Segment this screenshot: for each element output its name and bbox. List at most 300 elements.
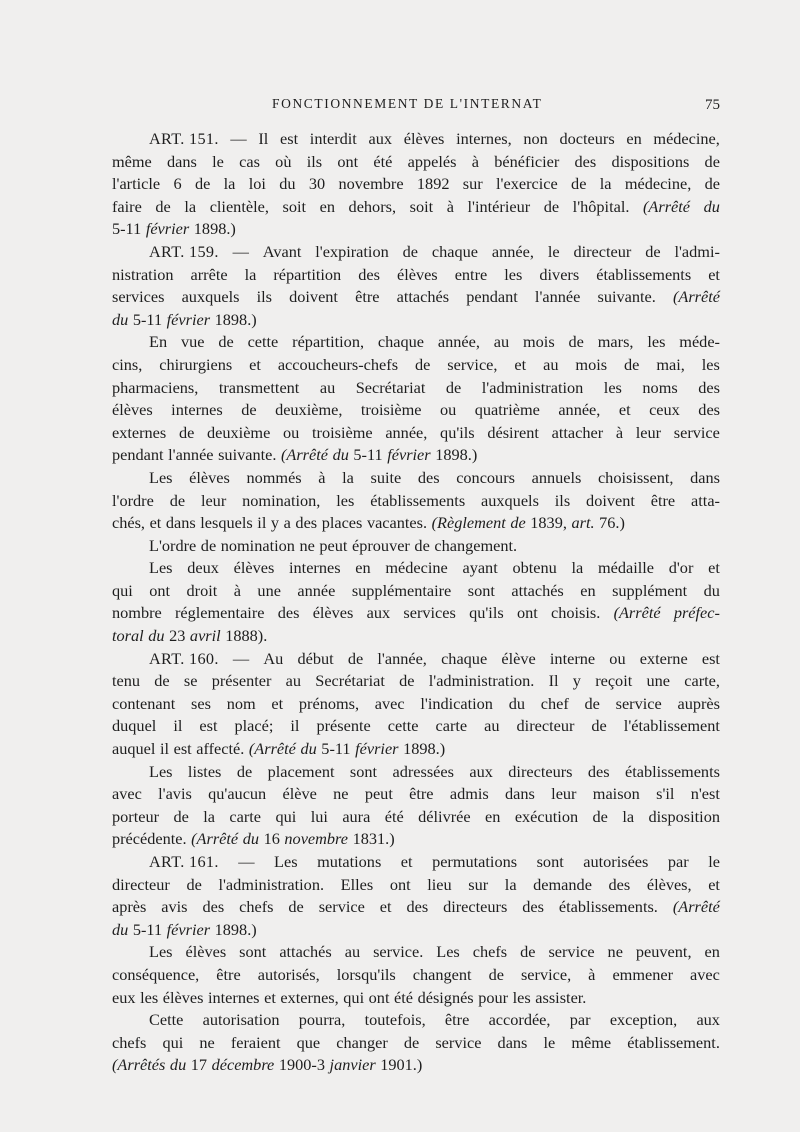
word: du <box>112 919 129 939</box>
word: de <box>624 354 640 374</box>
text-line <box>112 987 720 1010</box>
text-line <box>112 331 720 354</box>
word: attacher <box>551 422 604 442</box>
word: placé; <box>234 716 274 736</box>
word: externe <box>639 648 688 668</box>
word: leur <box>200 490 227 510</box>
word: par <box>667 852 689 871</box>
word: annuels <box>531 467 582 487</box>
word: à <box>446 196 454 216</box>
page-header <box>112 96 720 118</box>
word: ou <box>439 400 457 420</box>
word: 23 <box>169 626 186 646</box>
word: pharmaciens, <box>112 377 199 397</box>
word: ont <box>337 151 359 171</box>
word: ont <box>149 580 171 600</box>
word: sur <box>462 174 483 194</box>
word: attachés <box>511 580 564 600</box>
word: pour <box>478 987 509 1007</box>
word: est <box>280 129 299 148</box>
text-line <box>112 557 720 580</box>
word: la <box>571 558 584 578</box>
word: ou <box>609 648 626 668</box>
word: les <box>647 332 666 352</box>
word: au <box>319 377 336 397</box>
word: (Arrêté <box>248 739 296 759</box>
word: ils <box>554 490 571 510</box>
text-line <box>112 444 720 467</box>
word: au <box>543 354 559 374</box>
word: janvier <box>329 1055 376 1075</box>
word: service <box>318 897 365 917</box>
word: doivent <box>586 490 635 510</box>
text-line <box>112 399 720 422</box>
word: lui <box>310 806 328 826</box>
word: les <box>140 987 159 1007</box>
word: élèves <box>185 942 227 962</box>
word: admis <box>449 784 489 804</box>
word: mois <box>575 354 608 374</box>
word: en <box>704 942 720 962</box>
word: novembre <box>338 174 404 194</box>
word: mai, <box>656 354 685 374</box>
word: méde- <box>679 332 720 352</box>
word: cette <box>247 332 279 352</box>
word: les <box>336 490 355 510</box>
word: de <box>403 1032 420 1052</box>
word: avec <box>112 784 142 804</box>
word: avril <box>189 626 221 646</box>
word: exécution <box>514 806 579 826</box>
word: les <box>512 987 531 1007</box>
word: transmettent <box>218 377 300 397</box>
word: changent <box>412 964 472 984</box>
word: aux <box>696 1010 720 1030</box>
word: que <box>296 1032 321 1052</box>
word: dans <box>505 784 535 804</box>
word: (Arrêté <box>280 445 328 465</box>
word: attachés <box>396 287 450 307</box>
article-label: ART. 159. <box>149 241 219 261</box>
word: 5-11 <box>321 739 351 759</box>
word: soit <box>282 196 307 216</box>
word: année <box>297 580 336 600</box>
word: internes, <box>456 129 512 148</box>
word: nombre <box>112 603 162 623</box>
word: 1898.) <box>214 309 257 329</box>
word: sont <box>467 580 495 600</box>
word: à <box>615 422 624 442</box>
word: disposition <box>648 806 720 826</box>
word: être <box>650 490 676 510</box>
word: — <box>232 648 250 668</box>
word: année, <box>385 422 428 442</box>
word: pendant <box>466 287 518 307</box>
word: clientèle, <box>209 196 269 216</box>
text-line <box>112 806 720 829</box>
word: — <box>230 129 247 148</box>
word: 1898.) <box>214 919 257 939</box>
word: toral <box>112 626 144 646</box>
word: l'année <box>534 287 581 307</box>
word: 17 <box>190 1055 208 1075</box>
word: directeurs <box>508 761 573 781</box>
word: nom <box>226 693 256 713</box>
word: autorisés, <box>257 964 320 984</box>
word: désignés <box>417 987 474 1007</box>
word: carte, <box>684 671 720 691</box>
word: être <box>409 784 434 804</box>
word: de <box>169 490 186 510</box>
text-line <box>112 919 720 942</box>
word: médecine <box>385 558 448 578</box>
word: ne <box>333 784 349 804</box>
word: élève <box>282 784 317 804</box>
word: Les <box>149 467 173 487</box>
word: 1901.) <box>380 1055 423 1075</box>
word: de <box>488 964 504 984</box>
word: de <box>520 942 536 962</box>
word: 5-11 <box>112 219 142 239</box>
word: sont <box>349 761 378 781</box>
word: externes <box>112 422 167 442</box>
word: établissements. <box>558 897 658 917</box>
word: service <box>673 422 720 442</box>
word: médaille <box>597 558 655 578</box>
word: des <box>587 761 610 781</box>
word: des <box>522 897 544 917</box>
word: de <box>645 241 661 261</box>
word: lorsqu'ils <box>336 964 396 984</box>
word: atta- <box>691 490 720 510</box>
word: art. <box>571 513 595 533</box>
word: loi <box>248 174 266 194</box>
word: même <box>571 1032 612 1052</box>
word: du <box>332 445 349 465</box>
word: des <box>358 264 380 284</box>
running-title: FONCTIONNEMENT DE L'INTERNAT <box>272 96 543 111</box>
word: ont <box>389 874 411 894</box>
word: troisième <box>360 400 422 420</box>
word: est <box>701 648 720 668</box>
word: non <box>523 129 548 148</box>
word: (Arrêtés <box>112 1055 166 1075</box>
word: (Arrêté <box>191 829 239 849</box>
word: du <box>508 693 525 713</box>
word: qu'aucun <box>208 784 267 804</box>
word: adressées <box>392 761 454 781</box>
word: noms <box>642 377 678 397</box>
word: 1888). <box>225 626 268 646</box>
word: les <box>701 354 720 374</box>
word: répartition <box>273 264 342 284</box>
word: de <box>218 332 234 352</box>
word: chirurgiens <box>159 354 233 374</box>
word: est <box>199 716 218 736</box>
word: de <box>592 806 608 826</box>
word: service, <box>447 354 498 374</box>
word: de <box>173 806 189 826</box>
word: de <box>402 241 418 261</box>
word: et <box>708 264 720 284</box>
word: accordée, <box>488 1010 551 1030</box>
word: et <box>708 558 720 578</box>
word: l'administration <box>481 377 584 397</box>
text-line <box>112 670 720 693</box>
word: au <box>285 671 302 691</box>
word: 1898.) <box>435 445 478 465</box>
word: l'administration. <box>218 874 325 894</box>
word: le <box>547 241 560 261</box>
word: demande <box>533 874 592 894</box>
word: élèves <box>312 603 354 623</box>
word: l'exercice <box>496 174 558 194</box>
word: des <box>574 151 597 171</box>
word: l'ordre <box>112 490 154 510</box>
word: pourra, <box>298 1010 346 1030</box>
word: En <box>149 332 168 352</box>
word: suivante. <box>597 287 656 307</box>
word: exception, <box>609 1010 678 1030</box>
word: l'administration. <box>428 671 535 691</box>
word: de <box>414 535 430 555</box>
word: de <box>568 332 584 352</box>
word: avis <box>161 897 188 917</box>
word: avec <box>690 964 720 984</box>
word: toutefois, <box>364 1010 426 1030</box>
word: services <box>112 287 165 307</box>
word: délivrée <box>418 806 471 826</box>
word: la <box>599 174 612 194</box>
word: qui <box>112 580 133 600</box>
word: internes <box>171 400 223 420</box>
word: auprès <box>677 693 720 713</box>
word: février <box>145 219 190 239</box>
word: contenant <box>112 693 176 713</box>
text-line <box>112 173 720 196</box>
word: le <box>543 1032 556 1052</box>
word: du <box>242 829 259 849</box>
word: peut <box>319 535 348 555</box>
word: de <box>399 671 415 691</box>
word: supplément <box>612 580 688 600</box>
word: des <box>406 897 429 917</box>
word: février <box>387 445 431 465</box>
word: Cette <box>149 1010 184 1030</box>
word: y <box>270 513 280 533</box>
word: service, <box>520 964 572 984</box>
word: du <box>169 1055 187 1075</box>
word: accoucheurs-chefs <box>277 354 399 374</box>
word: a <box>283 513 291 533</box>
word: et <box>400 852 413 871</box>
word: en <box>355 558 371 578</box>
word: nomination, <box>242 490 321 510</box>
word: 1892 <box>416 174 450 194</box>
word: qu'ils <box>469 603 504 623</box>
word: dans <box>497 1032 528 1052</box>
word: nommés <box>246 467 302 487</box>
word: deuxième, <box>275 400 343 420</box>
word: au <box>484 716 500 736</box>
word: de <box>236 761 253 781</box>
word: ils <box>306 151 323 171</box>
word: présente <box>316 716 371 736</box>
word: dispositions <box>611 151 690 171</box>
word: chaque <box>431 241 478 261</box>
word: dehors, <box>348 196 397 216</box>
word: chefs <box>472 942 508 962</box>
word: en <box>626 129 642 148</box>
word: ou <box>283 422 300 442</box>
word: du <box>148 626 165 646</box>
word: appelés <box>407 151 457 171</box>
word: élèves, <box>646 874 692 894</box>
word: du <box>112 309 129 329</box>
word: porteur <box>112 806 160 826</box>
word: la <box>223 174 236 194</box>
word: des <box>295 513 318 533</box>
word: des <box>698 377 720 397</box>
word: sur <box>468 874 489 894</box>
text-line <box>112 241 720 264</box>
text-line <box>112 964 720 987</box>
word: été <box>394 987 414 1007</box>
text-line <box>112 580 720 603</box>
word: directeur <box>573 241 632 261</box>
word: ne <box>299 535 315 555</box>
word: (Arrêté <box>672 897 720 917</box>
word: 76.) <box>599 513 625 533</box>
word: établissements <box>596 264 692 284</box>
word: qui <box>162 1032 184 1052</box>
text-line <box>112 490 720 513</box>
word: internes <box>207 987 260 1007</box>
word: médecine, <box>653 129 720 148</box>
word: service <box>548 942 595 962</box>
word: la <box>184 196 197 216</box>
word: se <box>183 671 198 691</box>
word: du <box>300 739 317 759</box>
word: de <box>571 174 587 194</box>
text-line <box>112 602 720 625</box>
word: la <box>504 874 517 894</box>
word: bénéficier <box>494 151 560 171</box>
word: Avant <box>262 241 302 261</box>
word: suite <box>370 467 402 487</box>
word: dans <box>165 513 196 533</box>
word: choisissent, <box>597 467 674 487</box>
word: ayant <box>462 558 498 578</box>
text-line <box>112 693 720 716</box>
word: auquel <box>112 739 156 759</box>
word: auxquels <box>181 287 240 307</box>
word: il <box>257 513 267 533</box>
word: 16 <box>263 829 280 849</box>
text-line <box>112 377 720 400</box>
word: qui <box>275 806 297 826</box>
word: qui <box>343 987 365 1007</box>
word: mars, <box>597 332 634 352</box>
page-number: 75 <box>705 97 720 113</box>
text-line <box>112 648 720 671</box>
word: de <box>591 716 607 736</box>
word: l'indication <box>420 693 493 713</box>
word: de <box>155 196 171 216</box>
word: peut <box>364 784 393 804</box>
word: placement <box>267 761 335 781</box>
word: prénoms, <box>298 693 360 713</box>
word: de <box>194 174 211 194</box>
word: deuxième <box>207 422 271 442</box>
word: 1898.) <box>403 739 446 759</box>
word: par <box>569 1010 591 1030</box>
word: préfec- <box>673 603 720 623</box>
word: avec <box>374 693 405 713</box>
text-line <box>112 286 720 309</box>
word: Les <box>149 942 173 962</box>
word: nistration <box>112 264 174 284</box>
word: être <box>216 964 241 984</box>
word: au <box>493 332 510 352</box>
word: arrête <box>190 264 228 284</box>
word: l'expiration <box>315 241 389 261</box>
word: du <box>279 174 296 194</box>
word: de <box>186 874 202 894</box>
word: il <box>159 739 170 759</box>
word: la <box>342 467 354 487</box>
word: chaque <box>377 332 425 352</box>
word: du <box>703 580 720 600</box>
word: sont <box>536 852 564 871</box>
word: de <box>543 196 560 216</box>
word: Elles <box>340 874 374 894</box>
word: ont <box>516 603 538 623</box>
word: après <box>112 897 147 917</box>
word: autorisation <box>202 1010 280 1030</box>
word: eux <box>112 987 136 1007</box>
word: service <box>615 693 662 713</box>
word: en <box>580 580 596 600</box>
text-line <box>112 896 720 919</box>
word: permutations <box>432 852 518 871</box>
word: (Règlement <box>431 513 506 533</box>
word: 1831.) <box>352 829 395 849</box>
text-line <box>112 218 720 241</box>
word: début <box>297 648 334 668</box>
word: 6 <box>173 174 182 194</box>
word: dans <box>690 467 720 487</box>
word: chefs <box>112 1032 147 1052</box>
word: leur <box>635 422 662 442</box>
word: et <box>514 354 527 374</box>
body-text <box>112 128 720 1077</box>
word: pendant <box>112 445 164 465</box>
word: même <box>112 151 152 171</box>
word: les <box>504 264 523 284</box>
article-label: ART. 161. <box>149 852 219 871</box>
word: février <box>166 919 211 939</box>
word: des <box>417 467 440 487</box>
word: au <box>344 942 361 962</box>
word: obtenu <box>512 558 557 578</box>
word: quatrième <box>474 400 540 420</box>
word: des <box>698 400 720 420</box>
text-line <box>112 738 720 761</box>
word: ont <box>368 987 390 1007</box>
word: directeur <box>112 874 170 894</box>
word: reçoit <box>595 671 633 691</box>
